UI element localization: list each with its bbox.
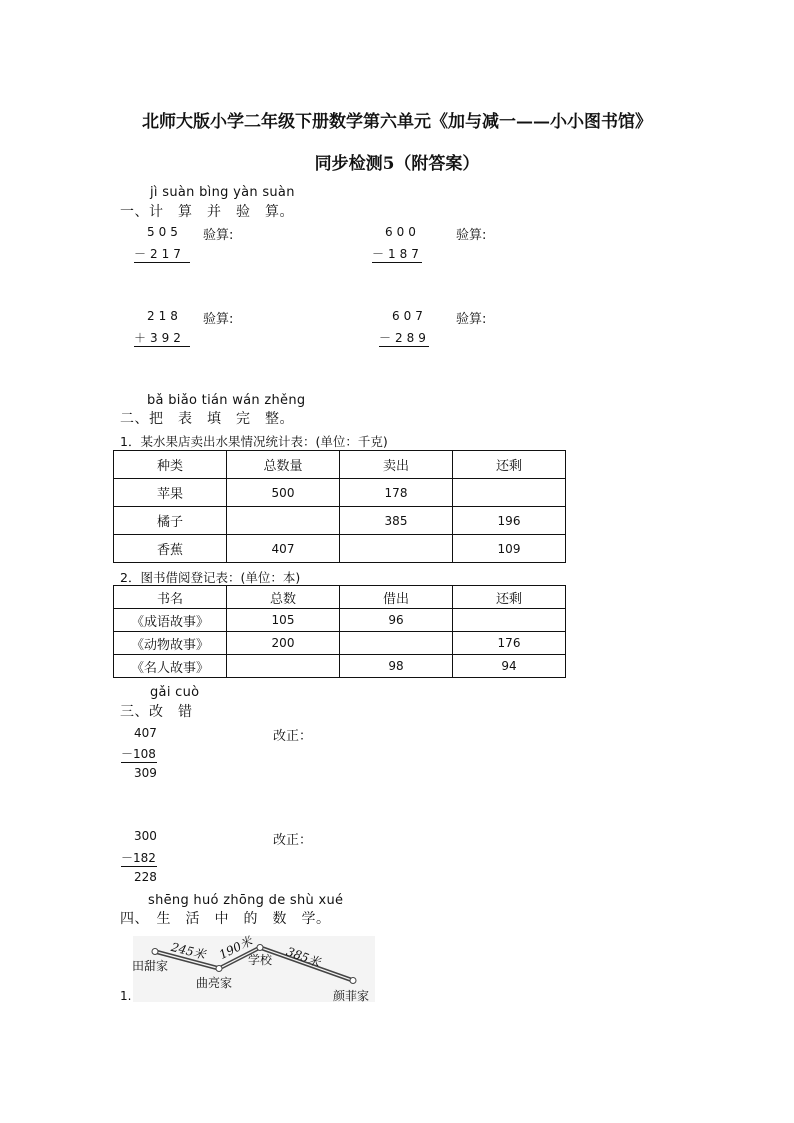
error2-top: 300: [134, 829, 157, 843]
table-cell: 178: [340, 479, 453, 507]
page-subtitle: 同步检测5（附答案）: [314, 154, 480, 174]
table-header-row: [114, 451, 566, 479]
place-school: 学校: [248, 953, 273, 967]
problem2-top: 600: [385, 225, 420, 239]
table-header: 书名: [114, 586, 227, 609]
section4-pinyin: shēng huó zhōng de shù xué: [148, 893, 344, 908]
table-cell: 94: [453, 655, 566, 678]
problem3-top: 218: [147, 309, 182, 323]
section2-heading: 二、把 表 填 完 整。: [120, 411, 294, 427]
table-header: 总数: [227, 586, 340, 609]
distance-190: 190米: [216, 934, 255, 962]
section1-heading: 一、计 算 并 验 算。: [120, 204, 294, 220]
table-cell: 105: [227, 609, 340, 632]
table-cell: 407: [227, 535, 340, 563]
error2-correct-label: 改正：: [273, 833, 313, 848]
error1-result: 309: [134, 766, 157, 780]
problem1-top: 505: [147, 225, 182, 239]
book-table: [113, 585, 566, 678]
table-cell-blank[interactable]: [340, 535, 453, 563]
page-title: 北师大版小学二年级下册数学第六单元《加与减一——小小图书馆》: [142, 112, 652, 132]
table-row: [114, 609, 566, 632]
table-header: 借出: [340, 586, 453, 609]
problem4-bottom: －289: [379, 331, 430, 345]
table-row: [114, 655, 566, 678]
section2-pinyin: bǎ biǎo tián wán zhěng: [147, 393, 306, 408]
error2-bottom: －182: [121, 851, 156, 865]
distance-385: 385米: [284, 944, 323, 970]
error1-bottom: －108: [121, 747, 156, 761]
section3-pinyin: gǎi cuò: [150, 685, 200, 700]
table-cell: 橘子: [114, 507, 227, 535]
table-row: [114, 535, 566, 563]
place-yanfei-home: 颜菲家: [333, 989, 370, 1003]
table-cell: 《动物故事》: [114, 632, 227, 655]
table-cell-blank[interactable]: [227, 507, 340, 535]
problem1-check-label: 验算:: [203, 228, 234, 243]
fruit-table: [113, 450, 566, 563]
table-cell: 176: [453, 632, 566, 655]
section4-heading: 四、 生 活 中 的 数 学。: [120, 911, 331, 927]
table2-caption: 2．图书借阅登记表：(单位：本): [120, 570, 301, 585]
table-row: [114, 479, 566, 507]
table-header: 还剩: [453, 451, 566, 479]
problem4-check-label: 验算:: [456, 312, 487, 327]
problem1-bottom: －217: [134, 245, 190, 263]
item-number: 1.: [120, 989, 132, 1003]
route-map: [133, 936, 375, 1002]
table-cell-blank[interactable]: [340, 632, 453, 655]
table-row: [114, 632, 566, 655]
table-header: 还剩: [453, 586, 566, 609]
table-cell: 96: [340, 609, 453, 632]
problem3-bottom: ＋392: [134, 329, 190, 347]
table1-caption: 1．某水果店卖出水果情况统计表：(单位：千克): [120, 434, 388, 449]
error2-result: 228: [134, 870, 157, 884]
table-cell: 香蕉: [114, 535, 227, 563]
error1-correct-label: 改正：: [273, 729, 313, 744]
table-header-row: [114, 586, 566, 609]
table-cell: 109: [453, 535, 566, 563]
table-header: 种类: [114, 451, 227, 479]
table-cell-blank[interactable]: [227, 655, 340, 678]
table-cell-blank[interactable]: [453, 609, 566, 632]
problem2-check-label: 验算:: [456, 228, 487, 243]
problem2-bottom: －187: [372, 247, 423, 261]
table-cell: 200: [227, 632, 340, 655]
table-row: [114, 507, 566, 535]
table-header: 卖出: [340, 451, 453, 479]
table-cell: 196: [453, 507, 566, 535]
table-cell: 98: [340, 655, 453, 678]
error1-top: 407: [134, 726, 157, 740]
place-tiantian-home: 田甜家: [132, 959, 169, 973]
distance-245: 245米: [169, 939, 207, 962]
table-cell: 苹果: [114, 479, 227, 507]
problem3-check-label: 验算:: [203, 312, 234, 327]
table-cell: 500: [227, 479, 340, 507]
section3-heading: 三、改 错: [120, 704, 193, 720]
table-cell: 385: [340, 507, 453, 535]
problem4-top: 607: [392, 309, 427, 323]
table-header: 总数量: [227, 451, 340, 479]
place-quliang-home: 曲亮家: [196, 976, 233, 990]
table-cell-blank[interactable]: [453, 479, 566, 507]
section1-pinyin: jì suàn bìng yàn suàn: [150, 185, 295, 200]
table-cell: 《名人故事》: [114, 655, 227, 678]
table-cell: 《成语故事》: [114, 609, 227, 632]
